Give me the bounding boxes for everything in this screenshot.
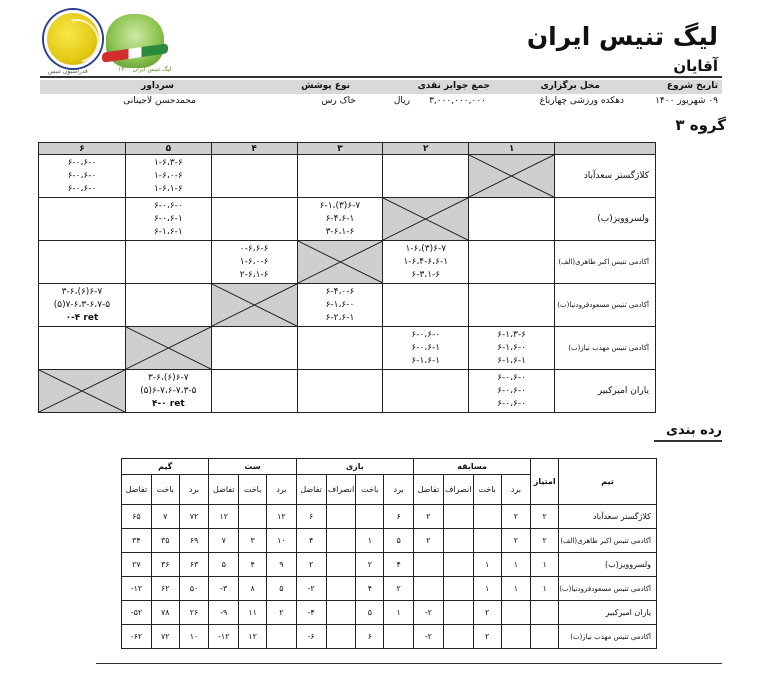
ranking-row bbox=[122, 625, 657, 649]
ranking-set-loss-cell bbox=[239, 505, 267, 529]
group-title: گروه ۳ bbox=[675, 116, 726, 134]
ranking-match-loss-cell bbox=[473, 529, 501, 553]
match-result-cell bbox=[39, 155, 126, 198]
ranking-row bbox=[122, 601, 657, 625]
set-score-line: ۰-۶،۶-۶ bbox=[239, 243, 269, 254]
set-score-line: ۱-۶،۰-۶ bbox=[153, 170, 183, 181]
ranking-match-win-cell: ۱ bbox=[501, 577, 531, 601]
match-result-cell bbox=[297, 284, 383, 327]
ranking-gem-diff-cell: ۳۴ bbox=[122, 529, 152, 553]
match-result-cell bbox=[383, 155, 469, 198]
set-score-line: ۰-۴ ret bbox=[65, 312, 99, 323]
match-result-cell bbox=[297, 155, 383, 198]
referee-label: سرداور bbox=[141, 81, 174, 91]
ranking-game-forfeit-cell bbox=[326, 529, 356, 553]
gem-group-header: گیم bbox=[122, 459, 209, 475]
match-result-cell bbox=[297, 370, 383, 413]
set-score-line: ۶-۴،۶-۱ bbox=[325, 213, 355, 224]
ranking-game-win-cell: ۱ bbox=[384, 601, 414, 625]
ranking-match-win-cell: ۱ bbox=[501, 553, 531, 577]
match-result-cell bbox=[469, 198, 555, 241]
ranking-game-diff-cell: -۴ bbox=[296, 601, 326, 625]
col-header-6: ۶ bbox=[39, 143, 126, 155]
match-result-cell bbox=[469, 241, 555, 284]
set-score-line: ۶-۰،۶-۰ bbox=[411, 329, 441, 340]
ranking-team-name-cell: کلاژگستر سعدآباد bbox=[559, 505, 657, 529]
matrix-row bbox=[39, 198, 656, 241]
ranking-set-win-cell bbox=[267, 625, 297, 649]
ranking-gem-loss-cell: ۳۶ bbox=[151, 553, 179, 577]
ranking-gem-diff-cell: ۶۵ bbox=[122, 505, 152, 529]
prize-label: جمع جوایز نقدی bbox=[417, 81, 490, 91]
ranking-match-diff-cell: ۲ bbox=[413, 505, 443, 529]
ranking-set-loss-cell: ۱۲ bbox=[239, 625, 267, 649]
ranking-set-diff-cell: ۱۲ bbox=[209, 505, 239, 529]
set-score-line: ۶-۳،۱-۶ bbox=[411, 269, 441, 280]
matrix-team-name: کلاژگستر سعدآباد bbox=[554, 155, 655, 198]
col-header-team bbox=[554, 143, 655, 155]
ranking-game-forfeit-cell bbox=[326, 601, 356, 625]
ranking-row bbox=[122, 529, 657, 553]
ranking-gem-loss-cell: ۷۸ bbox=[151, 601, 179, 625]
set-score-line: ۶-۱،۶-۰ bbox=[325, 299, 355, 310]
matrix-row bbox=[39, 155, 656, 198]
match-result-cell bbox=[125, 284, 211, 327]
ranking-points-cell: ۱ bbox=[531, 553, 559, 577]
set-score-line: ۶-۱،(۳)۶-۷ bbox=[319, 200, 361, 211]
match-result-cell bbox=[383, 284, 469, 327]
set-score-line: ۶-۱،۶-۱ bbox=[411, 355, 441, 366]
ranking-game-loss-cell: ۱ bbox=[356, 529, 384, 553]
results-matrix bbox=[38, 142, 656, 413]
match-result-cell bbox=[297, 327, 383, 370]
self-match-crossed-cell bbox=[39, 370, 126, 413]
match-result-cell bbox=[383, 241, 469, 284]
ranking-gem-diff-cell: -۱۲ bbox=[122, 577, 152, 601]
ranking-team-name-cell: آکادمی تنیس مسعودفرودنیا(ب) bbox=[559, 577, 657, 601]
info-values-row bbox=[40, 95, 722, 109]
set-score-line: ۶-۰،۶-۰ bbox=[497, 385, 526, 396]
federation-logo-caption: فدراسیون تنیس bbox=[48, 68, 88, 75]
ranking-set-diff-cell: -۳ bbox=[209, 577, 239, 601]
ranking-game-loss-cell: ۵ bbox=[356, 601, 384, 625]
matrix-header-row bbox=[39, 143, 656, 155]
ranking-match-loss-cell: ۱ bbox=[473, 553, 501, 577]
ranking-match-loss-cell: ۲ bbox=[473, 625, 501, 649]
ranking-team-name-cell: آکادمی تنیس اکبر طاهری(الف) bbox=[559, 529, 657, 553]
matrix-team-name: آکادمی تنیس مسعودفرودنیا(ب) bbox=[554, 284, 655, 327]
set-score-line: ۱-۶،(۳)۶-۷ bbox=[405, 243, 447, 254]
match-result-cell bbox=[39, 198, 126, 241]
match-result-cell bbox=[39, 241, 126, 284]
self-match-crossed-cell bbox=[383, 198, 469, 241]
match-result-cell bbox=[211, 327, 297, 370]
ranking-game-diff-cell: -۲ bbox=[296, 577, 326, 601]
ranking-set-diff-cell: -۹ bbox=[209, 601, 239, 625]
set-loss-header: باخت bbox=[239, 475, 267, 505]
cross-mark bbox=[39, 370, 125, 412]
ranking-title: رده بندی bbox=[666, 423, 722, 438]
match-result-cell bbox=[211, 241, 297, 284]
ranking-game-diff-cell: ۴ bbox=[296, 529, 326, 553]
currency-value: ریال bbox=[393, 96, 410, 106]
start-date-value: ۰۹ شهریور ۱۴۰۰ bbox=[655, 96, 718, 106]
set-score-line: ۱-۶،۳-۶ bbox=[153, 157, 183, 168]
match-result-cell bbox=[125, 370, 211, 413]
matrix-row bbox=[39, 370, 656, 413]
ranking-game-loss-cell: ۶ bbox=[356, 625, 384, 649]
set-score-line: ۱-۶،۴-۶،۶-۱ bbox=[403, 256, 449, 267]
ranking-game-forfeit-cell bbox=[326, 505, 356, 529]
match-group-header: مسابقه bbox=[413, 459, 530, 475]
match-result-cell bbox=[125, 241, 211, 284]
game-diff-header: تفاضل bbox=[296, 475, 326, 505]
cross-mark bbox=[469, 155, 554, 197]
league-logo-caption: لیگ تنیس ایران ۱۴۰۰ bbox=[118, 66, 172, 73]
ranking-points-cell bbox=[531, 625, 559, 649]
ranking-set-win-cell: ۱۰ bbox=[267, 529, 297, 553]
match-result-cell bbox=[469, 327, 555, 370]
set-score-line: ۳-۶،(۶)۶-۷ bbox=[148, 372, 189, 383]
set-diff-header: تفاضل bbox=[209, 475, 239, 505]
ranking-match-diff-cell: -۲ bbox=[413, 601, 443, 625]
ranking-team-name-cell: آکادمی تنیس مهذب نیاز(ب) bbox=[559, 625, 657, 649]
ranking-game-win-cell: ۵ bbox=[384, 529, 414, 553]
ranking-gem-win-cell: ۶۳ bbox=[179, 553, 209, 577]
venue-label: محل برگزاری bbox=[540, 81, 600, 91]
match-result-cell bbox=[383, 327, 469, 370]
set-score-line: ۶-۱،۳-۶ bbox=[497, 329, 526, 340]
match-result-cell bbox=[39, 327, 126, 370]
ranking-gem-diff-cell: ۲۷ bbox=[122, 553, 152, 577]
ranking-match-win-cell: ۲ bbox=[501, 529, 531, 553]
set-score-line: ۱-۶،۰-۶ bbox=[239, 256, 269, 267]
ranking-set-loss-cell: ۱۱ bbox=[239, 601, 267, 625]
ranking-game-loss-cell bbox=[356, 505, 384, 529]
set-group-header: ست bbox=[209, 459, 296, 475]
ranking-gem-loss-cell: ۳۵ bbox=[151, 529, 179, 553]
info-header-bar bbox=[40, 80, 722, 94]
col-header-1: ۱ bbox=[469, 143, 555, 155]
ranking-match-diff-cell bbox=[413, 553, 443, 577]
self-match-crossed-cell bbox=[469, 155, 555, 198]
ranking-match-forfeit-cell bbox=[443, 577, 473, 601]
ranking-title-underline bbox=[654, 440, 722, 442]
ranking-row bbox=[122, 553, 657, 577]
ranking-match-forfeit-cell bbox=[443, 553, 473, 577]
set-score-line: ۶-۱،۶-۱ bbox=[153, 226, 183, 237]
col-header-4: ۴ bbox=[211, 143, 297, 155]
set-score-line: ۳-۶،(۶)۶-۷ bbox=[61, 286, 103, 297]
ranking-points-cell: ۱ bbox=[531, 577, 559, 601]
match-result-cell bbox=[125, 198, 211, 241]
match-win-header: برد bbox=[501, 475, 531, 505]
gem-win-header: برد bbox=[179, 475, 209, 505]
ranking-points-cell: ۲ bbox=[531, 505, 559, 529]
game-group-header: بازی bbox=[296, 459, 413, 475]
set-score-line: ۶-۰،۶-۰ bbox=[497, 398, 526, 409]
match-result-cell bbox=[211, 370, 297, 413]
ranking-set-loss-cell: ۳ bbox=[239, 529, 267, 553]
set-score-line: ۶-۱،۶-۰ bbox=[497, 342, 526, 353]
ranking-game-diff-cell: -۶ bbox=[296, 625, 326, 649]
match-result-cell bbox=[211, 155, 297, 198]
match-diff-header: تفاضل bbox=[413, 475, 443, 505]
matrix-team-name: ولسروویز(ب) bbox=[554, 198, 655, 241]
ranking-match-loss-cell bbox=[473, 505, 501, 529]
ranking-match-forfeit-cell bbox=[443, 505, 473, 529]
set-score-line: ۶-۲،۶-۱ bbox=[325, 312, 355, 323]
set-score-line: ۶-۰،۶-۰ bbox=[497, 372, 526, 383]
ranking-set-win-cell: ۹ bbox=[267, 553, 297, 577]
tennis-federation-logo bbox=[44, 10, 102, 68]
ranking-table bbox=[121, 458, 657, 649]
ranking-game-forfeit-cell bbox=[326, 625, 356, 649]
game-win-header: برد bbox=[384, 475, 414, 505]
ranking-match-diff-cell bbox=[413, 577, 443, 601]
cross-mark bbox=[298, 241, 383, 283]
surface-label: نوع پوشش bbox=[301, 81, 350, 91]
self-match-crossed-cell bbox=[125, 327, 211, 370]
match-result-cell bbox=[469, 284, 555, 327]
ranking-match-diff-cell: ۲ bbox=[413, 529, 443, 553]
ranking-game-forfeit-cell bbox=[326, 577, 356, 601]
ranking-gem-win-cell: ۶۹ bbox=[179, 529, 209, 553]
ranking-game-loss-cell: ۴ bbox=[356, 577, 384, 601]
game-forfeit-header: انصراف bbox=[326, 475, 356, 505]
ranking-match-loss-cell: ۲ bbox=[473, 601, 501, 625]
set-score-line: ۶-۰،۶-۰ bbox=[67, 183, 97, 194]
ranking-match-win-cell: ۲ bbox=[501, 505, 531, 529]
ranking-set-win-cell: ۲ bbox=[267, 601, 297, 625]
set-score-line: ۶-۴،۰-۶ bbox=[325, 286, 355, 297]
self-match-crossed-cell bbox=[297, 241, 383, 284]
set-score-line: ۶-۰،۶-۰ bbox=[153, 200, 183, 211]
ranking-game-diff-cell: ۶ bbox=[296, 505, 326, 529]
match-forfeit-header: انصراف bbox=[443, 475, 473, 505]
set-score-line: ۶-۰،۶-۰ bbox=[67, 170, 97, 181]
ranking-set-diff-cell: ۵ bbox=[209, 553, 239, 577]
ranking-set-diff-cell: -۱۲ bbox=[209, 625, 239, 649]
ranking-match-win-cell bbox=[501, 625, 531, 649]
ranking-gem-win-cell: ۱۰ bbox=[179, 625, 209, 649]
gem-loss-header: باخت bbox=[151, 475, 179, 505]
ranking-set-loss-cell: ۸ bbox=[239, 577, 267, 601]
set-score-line: ۶-۰،۶-۱ bbox=[153, 213, 183, 224]
ranking-gem-win-cell: ۵۰ bbox=[179, 577, 209, 601]
team-header: تیم bbox=[559, 459, 657, 505]
set-score-line: (۵)۶-۷،۶-۷،۳-۵ bbox=[140, 385, 197, 396]
matrix-row bbox=[39, 284, 656, 327]
prize-value: ۳,۰۰۰,۰۰۰,۰۰۰ bbox=[429, 96, 486, 106]
set-score-line: ۴-۰ ret bbox=[151, 398, 185, 409]
set-score-line: ۶-۱،۶-۱ bbox=[497, 355, 526, 366]
ranking-gem-win-cell: ۷۲ bbox=[179, 505, 209, 529]
match-result-cell bbox=[469, 370, 555, 413]
cross-mark bbox=[126, 327, 211, 369]
ranking-team-name-cell: یاران امیرکبیر bbox=[559, 601, 657, 625]
self-match-crossed-cell bbox=[211, 284, 297, 327]
start-date-label: تاریخ شروع bbox=[666, 81, 718, 91]
ranking-match-diff-cell: -۲ bbox=[413, 625, 443, 649]
ranking-match-loss-cell: ۱ bbox=[473, 577, 501, 601]
set-score-line: ۳-۶،۱-۶ bbox=[325, 226, 355, 237]
ranking-set-win-cell: ۱۲ bbox=[267, 505, 297, 529]
ranking-gem-diff-cell: -۶۲ bbox=[122, 625, 152, 649]
ranking-match-forfeit-cell bbox=[443, 529, 473, 553]
ranking-match-forfeit-cell bbox=[443, 625, 473, 649]
set-score-line: (۵)۷-۶،۳-۶،۷-۵ bbox=[53, 299, 111, 310]
match-result-cell bbox=[125, 155, 211, 198]
ranking-team-name-cell: ولسروویز(ب) bbox=[559, 553, 657, 577]
matrix-team-name: یاران امیرکبیر bbox=[554, 370, 655, 413]
ranking-gem-diff-cell: -۵۲ bbox=[122, 601, 152, 625]
matrix-team-name: آکادمی تنیس مهذب نیاز(ب) bbox=[554, 327, 655, 370]
matrix-row bbox=[39, 241, 656, 284]
match-result-cell bbox=[383, 370, 469, 413]
ranking-points-cell bbox=[531, 601, 559, 625]
match-result-cell bbox=[211, 198, 297, 241]
ranking-game-diff-cell: ۲ bbox=[296, 553, 326, 577]
col-header-5: ۵ bbox=[125, 143, 211, 155]
ranking-row bbox=[122, 577, 657, 601]
ranking-set-loss-cell: ۴ bbox=[239, 553, 267, 577]
match-loss-header: باخت bbox=[473, 475, 501, 505]
page-subtitle: آقایان bbox=[673, 57, 718, 75]
match-result-cell bbox=[297, 198, 383, 241]
title-divider bbox=[40, 76, 722, 78]
ranking-row bbox=[122, 505, 657, 529]
match-result-cell bbox=[39, 284, 126, 327]
set-score-line: ۲-۶،۱-۶ bbox=[239, 269, 269, 280]
points-header: امتیاز bbox=[531, 459, 559, 505]
referee-value: محمدحسن لاجینانی bbox=[123, 96, 196, 106]
ranking-match-win-cell bbox=[501, 601, 531, 625]
ranking-game-win-cell bbox=[384, 625, 414, 649]
tennis-league-logo bbox=[106, 14, 164, 68]
set-win-header: برد bbox=[267, 475, 297, 505]
matrix-team-name: آکادمی تنیس اکبر طاهری(الف) bbox=[554, 241, 655, 284]
surface-value: خاک رس bbox=[321, 96, 356, 106]
page-title: لیگ تنیس ایران bbox=[526, 22, 718, 51]
set-score-line: ۶-۰،۶-۰ bbox=[67, 157, 97, 168]
ranking-set-diff-cell: ۷ bbox=[209, 529, 239, 553]
ranking-set-win-cell: ۵ bbox=[267, 577, 297, 601]
cross-mark bbox=[212, 284, 297, 326]
set-score-line: ۶-۰،۶-۱ bbox=[411, 342, 441, 353]
game-loss-header: باخت bbox=[356, 475, 384, 505]
ranking-match-forfeit-cell bbox=[443, 601, 473, 625]
cross-mark bbox=[383, 198, 468, 240]
ranking-game-loss-cell: ۲ bbox=[356, 553, 384, 577]
bottom-divider bbox=[96, 663, 722, 664]
gem-diff-header: تفاضل bbox=[122, 475, 152, 505]
venue-value: دهکده ورزشی چهارباغ bbox=[539, 96, 624, 106]
ranking-gem-loss-cell: ۶۲ bbox=[151, 577, 179, 601]
ranking-gem-win-cell: ۲۶ bbox=[179, 601, 209, 625]
ranking-game-win-cell: ۴ bbox=[384, 553, 414, 577]
matrix-row bbox=[39, 327, 656, 370]
ranking-gem-loss-cell: ۷ bbox=[151, 505, 179, 529]
ranking-gem-loss-cell: ۷۲ bbox=[151, 625, 179, 649]
ranking-game-win-cell: ۲ bbox=[384, 577, 414, 601]
col-header-3: ۳ bbox=[297, 143, 383, 155]
col-header-2: ۲ bbox=[383, 143, 469, 155]
ranking-points-cell: ۲ bbox=[531, 529, 559, 553]
set-score-line: ۱-۶،۱-۶ bbox=[153, 183, 183, 194]
ranking-game-forfeit-cell bbox=[326, 553, 356, 577]
ranking-game-win-cell: ۶ bbox=[384, 505, 414, 529]
